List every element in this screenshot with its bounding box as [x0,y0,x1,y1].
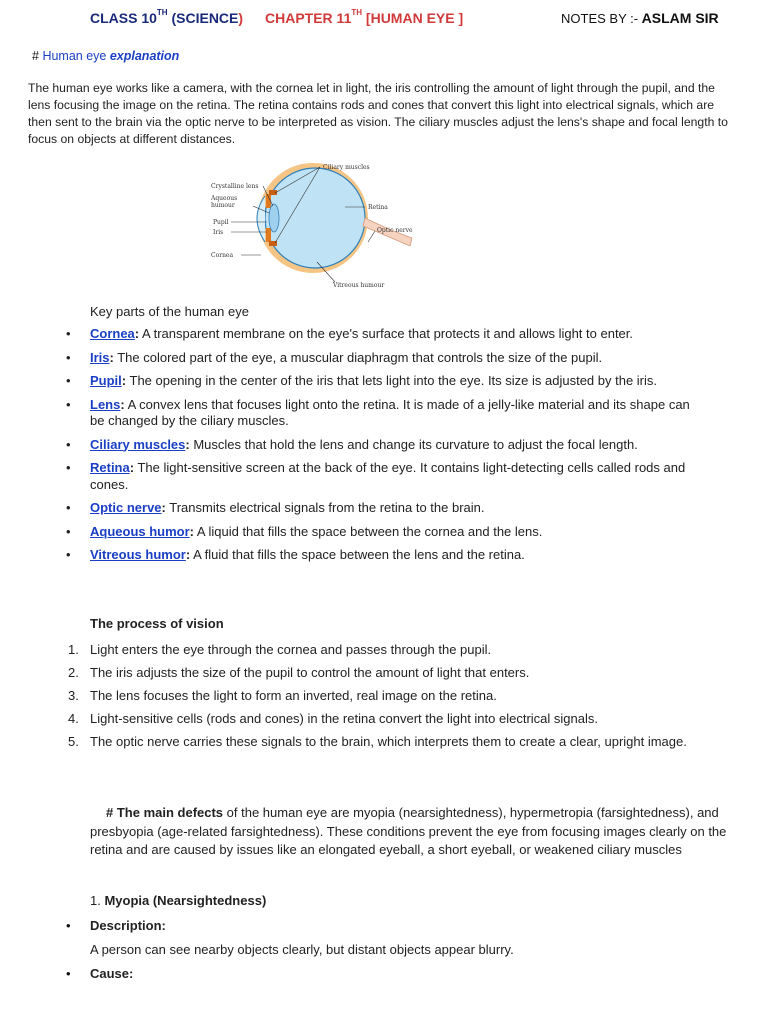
key-parts-list [0,326,700,571]
term-link[interactable]: Optic nerve [90,500,162,515]
term-link[interactable]: Cornea [90,326,135,341]
class-label: CLASS 10TH (SCIENCE) [90,8,244,26]
process-steps-list [0,641,700,756]
term-link[interactable]: Retina [90,460,130,475]
list-item: • Retina: The light-sensitive screen at the back of the eye. It contains light-detecting cells called rods and cones. [66,460,686,492]
list-item: • Lens: A convex lens that focuses light onto the retina. It is made of a jelly-like material and its shape can be changed by the ciliary muscles. [66,396,690,428]
term-link[interactable]: Pupil [90,373,122,388]
list-item: • Vitreous humor: A fluid that fills the space between the lens and the retina. [66,547,525,562]
list-item: 4. Light-sensitive cells (rods and cones) in the retina convert the light into electrical signals. [68,711,598,726]
iris-bottom [266,228,271,242]
lens-shape [269,204,279,232]
label-optic-nerve: Optic nerve [377,227,413,234]
bullet: • [66,966,71,981]
list-item: 2. The iris adjusts the size of the pupil to control the amount of light that enters. [68,665,530,680]
defects-paragraph: # The main defects of the human eye are myopia (nearsightedness), hypermetropia (farsightedness), and presbyopia (age-related farsightedness). These conditions prevent the eye from focusing images clearly on the retina and are caused by issues like an elongated eyeball, a short eyeball, or weakened ciliary muscles [90,805,727,857]
label-cornea: Cornea [211,252,234,259]
label-retina: Retina [368,204,388,211]
label-iris: Iris [213,229,224,236]
cornea-shape [257,196,265,242]
label-ciliary: Ciliary muscles [323,164,370,171]
label-vitreous: Vitreous humour [333,282,385,289]
author-name: ASLAM SIR [641,10,719,26]
term-link[interactable]: Lens [90,396,121,412]
section-title: # Human eye explanation [32,49,180,63]
term-link[interactable]: Vitreous humor [90,547,186,562]
eyeball-shape [265,168,365,268]
label-aqueous: Aqueous [211,195,238,202]
list-item: • Aqueous humor: A liquid that fills the space between the cornea and the lens. [66,523,543,539]
bullet: • [66,918,71,933]
key-parts-heading: Key parts of the human eye [90,304,249,319]
list-item: • Ciliary muscles: Muscles that hold the lens and change its curvature to adjust the focal length. [66,436,638,452]
notes-by-label: NOTES BY :- ASLAM SIR [561,10,719,26]
label-crystalline: Crystalline lens [211,183,259,190]
intro-paragraph: The human eye works like a camera, with the cornea let in light, the iris controlling the amount of light through the pupil, and the lens focusing the image on the retina. The retina contains rods and cones that convert this light into electrical signals, which are then sent to the brain via the optic nerve to be interpreted as vision. The ciliary muscles adjust the lens's shape and focal length to focus on objects at different distances. [28,81,728,146]
label-pupil: Pupil [213,219,229,226]
list-item: 5. The optic nerve carries these signals to the brain, which interprets them to create a clear, upright image. [68,734,687,749]
term-link[interactable]: Aqueous humor [90,523,190,539]
description-label: Description: [90,918,166,933]
list-item: • Iris: The colored part of the eye, a muscular diaphragm that controls the size of the pupil. [66,349,603,365]
term-link[interactable]: Iris [90,349,110,365]
label-humour: humour [211,202,235,209]
defects-heading: # The main defects [106,805,224,820]
list-item: • Cornea: A transparent membrane on the eye's surface that protects it and allows light to enter. [66,326,634,341]
list-item: 3. The lens focuses the light to form an inverted, real image on the retina. [68,688,497,703]
cause-label: Cause: [90,966,134,981]
eye-diagram [205,158,420,293]
myopia-heading: 1. Myopia (Nearsightedness) [90,893,267,908]
chapter-label: CHAPTER 11TH [HUMAN EYE ] [265,8,464,26]
list-item: • Optic nerve: Transmits electrical signals from the retina to the brain. [66,500,485,515]
list-item: 1. Light enters the eye through the cornea and passes through the pupil. [68,642,492,657]
page-header [0,10,768,34]
term-link[interactable]: Ciliary muscles [90,436,186,452]
process-heading: The process of vision [90,616,224,631]
description-text: A person can see nearby objects clearly, but distant objects appear blurry. [90,942,514,957]
list-item: • Pupil: The opening in the center of the iris that lets light into the eye. Its size is adjusted by the iris. [66,373,658,388]
